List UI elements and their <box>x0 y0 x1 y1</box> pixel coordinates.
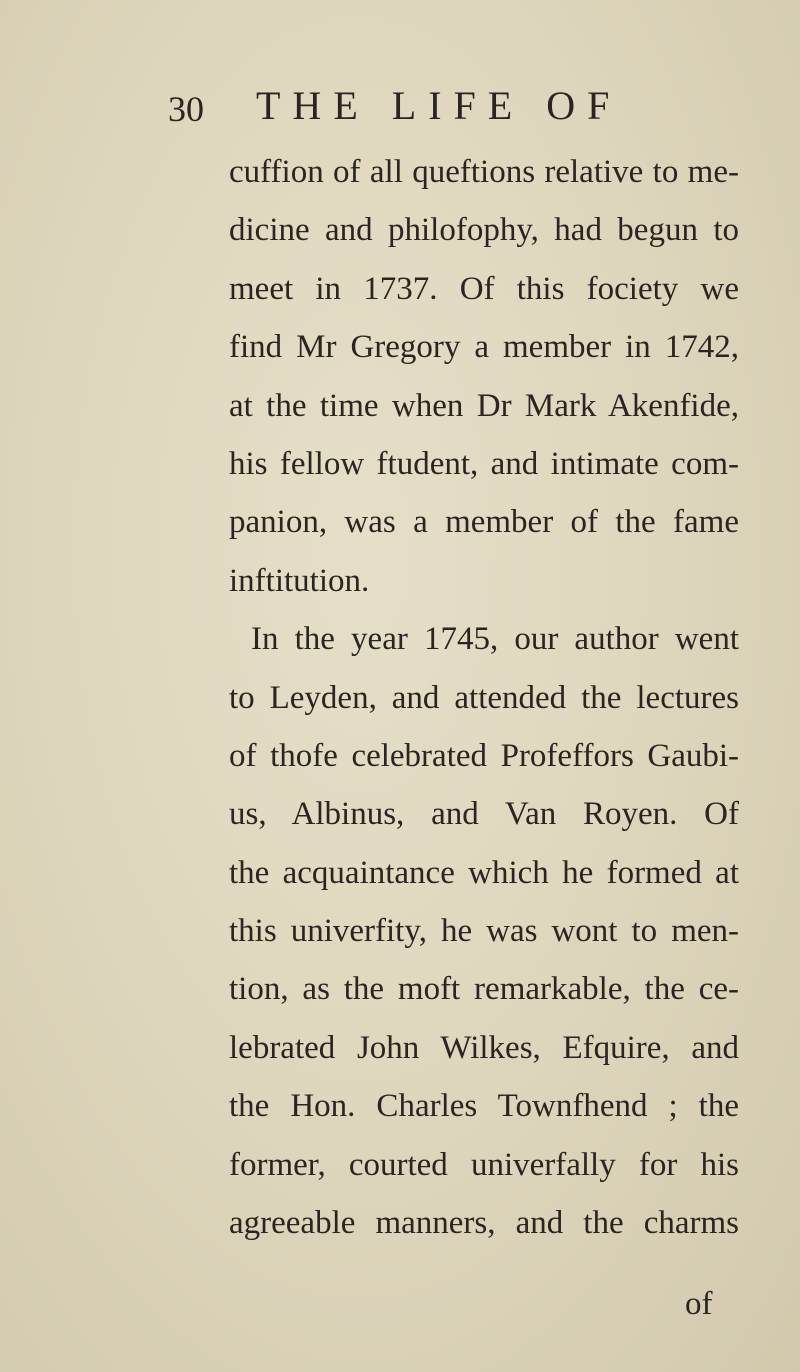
text-line: dicine and philofophy, had begun to <box>229 212 739 249</box>
text-line: lebrated John Wilkes, Efquire, and <box>229 1029 739 1066</box>
text-line: at the time when Dr Mark Akenfide, <box>229 387 739 424</box>
text-line: tion, as the moft remarkable, the ce- <box>229 971 739 1008</box>
text-line: the Hon. Charles Townfhend ; the <box>229 1088 739 1125</box>
text-line: the acquaintance which he formed at <box>229 854 739 891</box>
running-title: THE LIFE OF <box>256 83 622 128</box>
catchword: of <box>685 1286 713 1322</box>
text-line: find Mr Gregory a member in 1742, <box>229 329 739 366</box>
text-line: former, courted univerfally for his <box>229 1146 739 1183</box>
paragraph-start-line: In the year 1745, our author went <box>251 621 739 658</box>
text-line: cuffion of all queftions relative to me- <box>229 154 739 190</box>
body-text <box>229 143 739 1252</box>
running-head <box>168 82 768 138</box>
text-line: his fellow ftudent, and intimate com- <box>229 445 739 482</box>
text-line: us, Albinus, and Van Royen. Of <box>229 796 739 833</box>
page-number: 30 <box>168 89 204 129</box>
text-line: inftitution. <box>229 562 370 599</box>
text-line: panion, was a member of the fame <box>229 504 739 541</box>
text-line: this univerfity, he was wont to men- <box>229 913 739 950</box>
text-line: of thofe celebrated Profeffors Gaubi- <box>229 737 739 774</box>
text-line: meet in 1737. Of this fociety we <box>229 270 739 307</box>
text-line: to Leyden, and attended the lectures <box>229 679 739 716</box>
text-line: agreeable manners, and the charms <box>229 1205 739 1242</box>
